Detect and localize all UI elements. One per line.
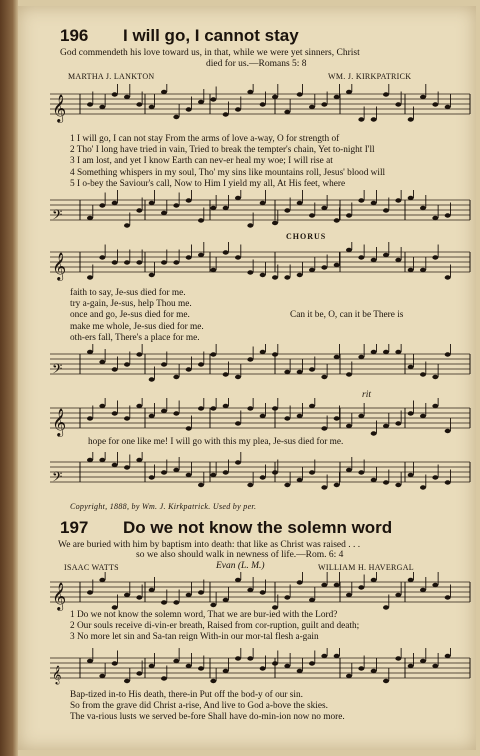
hymn-197-end-3: The va-rious lusts we served be-fore Shall have do-min-ion now no more. xyxy=(70,712,345,723)
hymn-196-scripture-2: died for us.—Romans 5: 8 xyxy=(206,59,307,69)
hymn-197-verse-2: 2 Our souls receive di-vin-er breath, Raised from cor-ruption, guilt and death; xyxy=(70,621,360,632)
hymn-196-title: I will go, I cannot stay xyxy=(123,26,299,45)
hymn-196-bass-staff-1 xyxy=(18,190,476,238)
chorus-line-4: make me whole, Je-sus died for me. xyxy=(70,321,204,332)
verse-3: 3 I am lost, and yet I know Earth can nev-er heal my woe; I will rise at xyxy=(70,156,333,167)
hymn-197-end-2: So from the grave did Christ a-rise, And live to God a-bove the skies. xyxy=(70,701,328,712)
svg-text:𝄢: 𝄢 xyxy=(52,469,63,488)
hymn-197-end-1: Bap-tized in-to His death, there-in Put off the bod-y of our sin. xyxy=(70,690,303,700)
hymn-196-scripture-1: God commendeth his love toward us, in that, while we were yet sinners, Christ xyxy=(60,48,360,58)
verse-2: 2 Tho' I long have tried in vain, Tried to break the tempter's chain, Yet to-night I'll xyxy=(70,145,375,156)
chorus-line-3: once and go, Je-sus died for me. xyxy=(70,310,190,321)
hymn-196-verses xyxy=(70,134,385,190)
hymn-196-author: MARTHA J. LANKTON xyxy=(68,72,155,81)
svg-text:𝄞: 𝄞 xyxy=(52,582,67,610)
hymnal-page xyxy=(18,6,476,750)
hymn-197-scripture-1: We are buried with him by baptism into death: that like as Christ was raised . . . xyxy=(58,540,361,550)
hymn-196-bass-staff-2 xyxy=(18,344,476,392)
svg-text:𝄢: 𝄢 xyxy=(52,207,63,226)
hymn-196-chorus-text: Can it be, O, can it be There is xyxy=(290,310,404,320)
hymn-197-treble-staff-2 xyxy=(18,648,476,690)
hymn-196-number: 196 xyxy=(60,26,89,45)
svg-text:𝄞: 𝄞 xyxy=(52,252,67,280)
hymn-197-verses-end xyxy=(70,690,345,724)
hymn-197-composer: WILLIAM H. HAVERGAL xyxy=(318,563,414,572)
chorus-line-1: faith to say, Je-sus died for me. xyxy=(70,288,186,298)
hymn-197-treble-staff-1 xyxy=(18,572,476,614)
hymn-197-number: 197 xyxy=(60,518,89,537)
verse-1: 1 I will go, I can not stay From the arms of love a-way, O for strength of xyxy=(70,134,340,144)
book-spine xyxy=(0,0,18,756)
svg-text:𝄢: 𝄢 xyxy=(52,361,63,380)
hymn-197-title: Do we not know the solemn word xyxy=(123,518,393,537)
svg-text:𝄞: 𝄞 xyxy=(52,408,67,436)
verse-4: 4 Something whispers in my soul, Tho' my sins like mountains roll, Jesus' blood will xyxy=(70,167,386,178)
hymn-196-treble-staff-1 xyxy=(18,84,476,140)
hymn-196-treble-staff-2 xyxy=(18,242,476,290)
chorus-line-5: oth-ers fall, There's a place for me. xyxy=(70,332,200,343)
rit-marking: rit xyxy=(362,390,371,400)
chorus-label: CHORUS xyxy=(286,232,327,241)
verse-5: 5 I o-bey the Saviour's call, Now to Him I yield my all, At His feet, where xyxy=(70,178,346,189)
svg-text:𝄞: 𝄞 xyxy=(52,665,62,684)
hymn-196-copyright: Copyright, 1888, by Wm. J. Kirkpatrick. Used by per. xyxy=(70,502,257,511)
hymn-196-composer: WM. J. KIRKPATRICK xyxy=(328,72,412,81)
hymn-196-chorus-end: hope for one like me! I will go with this my plea, Je-sus died for me. xyxy=(88,437,344,447)
hymn-196-chorus-cont xyxy=(70,288,204,344)
hymn-197-verses xyxy=(70,610,359,644)
chorus-line-2: try a-gain, Je-sus, help Thou me. xyxy=(70,299,192,310)
hymn-197-scripture-2: so we also should walk in newness of life.—Rom. 6: 4 xyxy=(136,550,344,560)
hymn-197-verse-3: 3 No more let sin and Sa-tan reign With-in our mor-tal flesh a-gain xyxy=(70,632,319,643)
hymn-197-author: ISAAC WATTS xyxy=(64,563,119,572)
svg-text:𝄞: 𝄞 xyxy=(52,94,67,122)
hymn-196-bass-staff-3 xyxy=(18,452,476,500)
hymn-197-tune: Evan (L. M.) xyxy=(216,561,265,571)
hymn-197-verse-1: 1 Do we not know the solemn word, That we are bur-ied with the Lord? xyxy=(70,610,338,620)
